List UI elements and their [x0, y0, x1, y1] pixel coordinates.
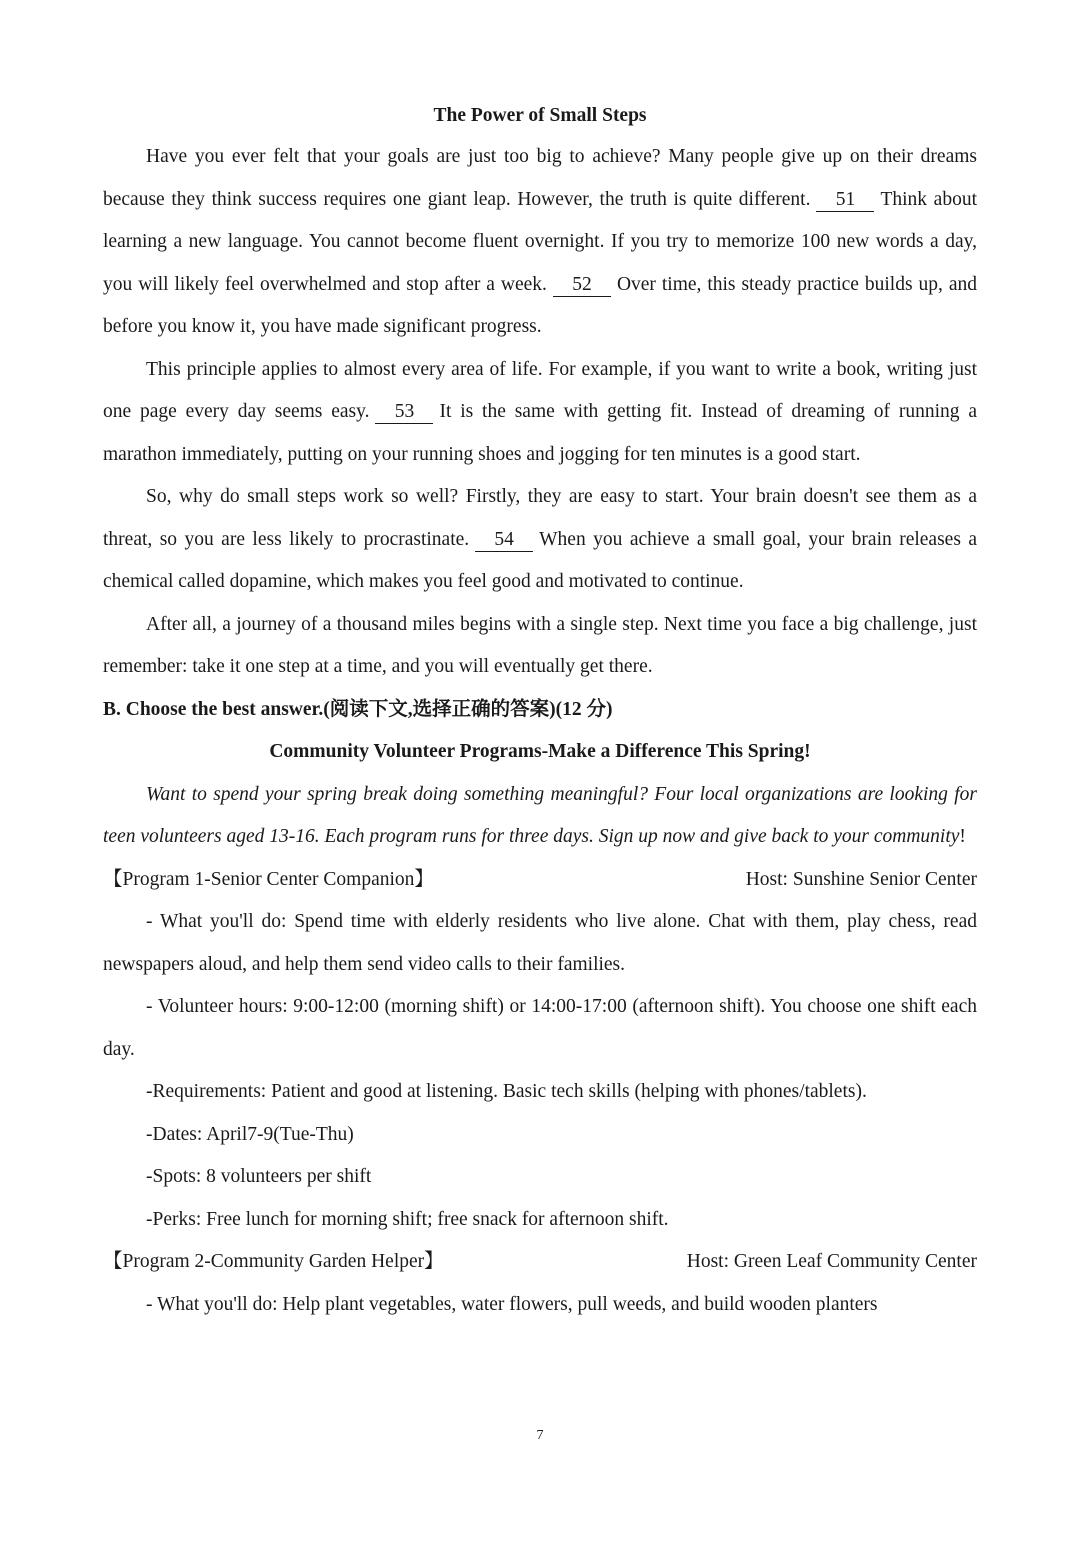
program-2-name: 【Program 2-Community Garden Helper】	[103, 1251, 444, 1272]
program-2-what: - What you'll do: Help plant vegetables, water flowers, pull weeds, and build wooden planters	[146, 1293, 878, 1315]
program-2-host: Host: Green Leaf Community Center	[686, 1251, 977, 1272]
document-page	[103, 96, 977, 1326]
paragraph-text: This principle applies to almost every area of life. For example, if you want to write a book, writing just one page every day seems easy.	[103, 358, 977, 422]
article-title: The Power of Small Steps	[433, 105, 647, 126]
program-1-name: 【Program 1-Senior Center Companion】	[103, 868, 434, 890]
intro-end-punctuation: !	[959, 826, 966, 847]
program-1-spots: -Spots: 8 volunteers per shift	[146, 1166, 372, 1187]
article-paragraph-1	[103, 136, 977, 349]
page-number: 7	[536, 1428, 544, 1443]
blank-53: 53	[375, 401, 433, 424]
program-1-hours: - Volunteer hours: 9:00-12:00 (morning shift) or 14:00-17:00 (afternoon shift). You choose one shift each day.	[103, 996, 977, 1060]
article-paragraph-4: After all, a journey of a thousand miles begins with a single step. Next time you face a big challenge, just remember: take it one step at a time, and you will eventually get there.	[103, 613, 977, 677]
program-1-dates: -Dates: April7-9(Tue-Thu)	[146, 1123, 354, 1145]
volunteer-intro	[103, 774, 977, 859]
paragraph-text: It is the same with getting fit. Instead of dreaming of running a marathon immediately, putting on your running shoes and jogging for ten minutes is a good start.	[103, 401, 978, 465]
program-1-host: Host: Sunshine Senior Center	[745, 868, 977, 890]
blank-52: 52	[553, 274, 611, 297]
program-1-what: - What you'll do: Spend time with elderly residents who live alone. Chat with them, play chess, read newspapers aloud, and help them send video calls to their families.	[103, 911, 977, 975]
volunteer-programs-title: Community Volunteer Programs-Make a Difference This Spring!	[269, 741, 811, 762]
blank-54: 54	[475, 529, 533, 552]
paragraph-text: Think about learning a new language. You cannot become fluent overnight. If you try to memorize 100 new words a day, you will likely feel overwhelmed and stop after a week.	[103, 188, 978, 295]
intro-italic-text: Want to spend your spring break doing something meaningful? Four local organizations are looking for teen volunteers aged 13-16. Each program runs for three days. Sign up now and give back to your community	[103, 783, 977, 847]
paragraph-text: Have you ever felt that your goals are just too big to achieve? Many people give up on their dreams because they think success requires one giant leap. However, the truth is quite different.	[103, 146, 977, 210]
section-b-heading: B. Choose the best answer.(阅读下文,选择正确的答案)(12 分)	[103, 698, 613, 720]
program-2-header	[103, 1241, 977, 1284]
paragraph-text: Over time, this steady practice builds up, and before you know it, you have made significant progress.	[103, 273, 977, 337]
program-1-perks: -Perks: Free lunch for morning shift; free snack for afternoon shift.	[146, 1208, 669, 1230]
blank-51: 51	[816, 189, 874, 212]
paragraph-text: So, why do small steps work so well? Firstly, they are easy to start. Your brain doesn't see them as a threat, so you are less likely to procrastinate.	[103, 486, 977, 550]
paragraph-text: When you achieve a small goal, your brain releases a chemical called dopamine, which makes you feel good and motivated to continue.	[103, 528, 978, 592]
article-paragraph-2	[103, 349, 977, 477]
article-paragraph-3	[103, 476, 977, 604]
program-1-requirements: -Requirements: Patient and good at listening. Basic tech skills (helping with phones/tablets).	[146, 1081, 867, 1102]
program-1-header	[103, 859, 977, 902]
